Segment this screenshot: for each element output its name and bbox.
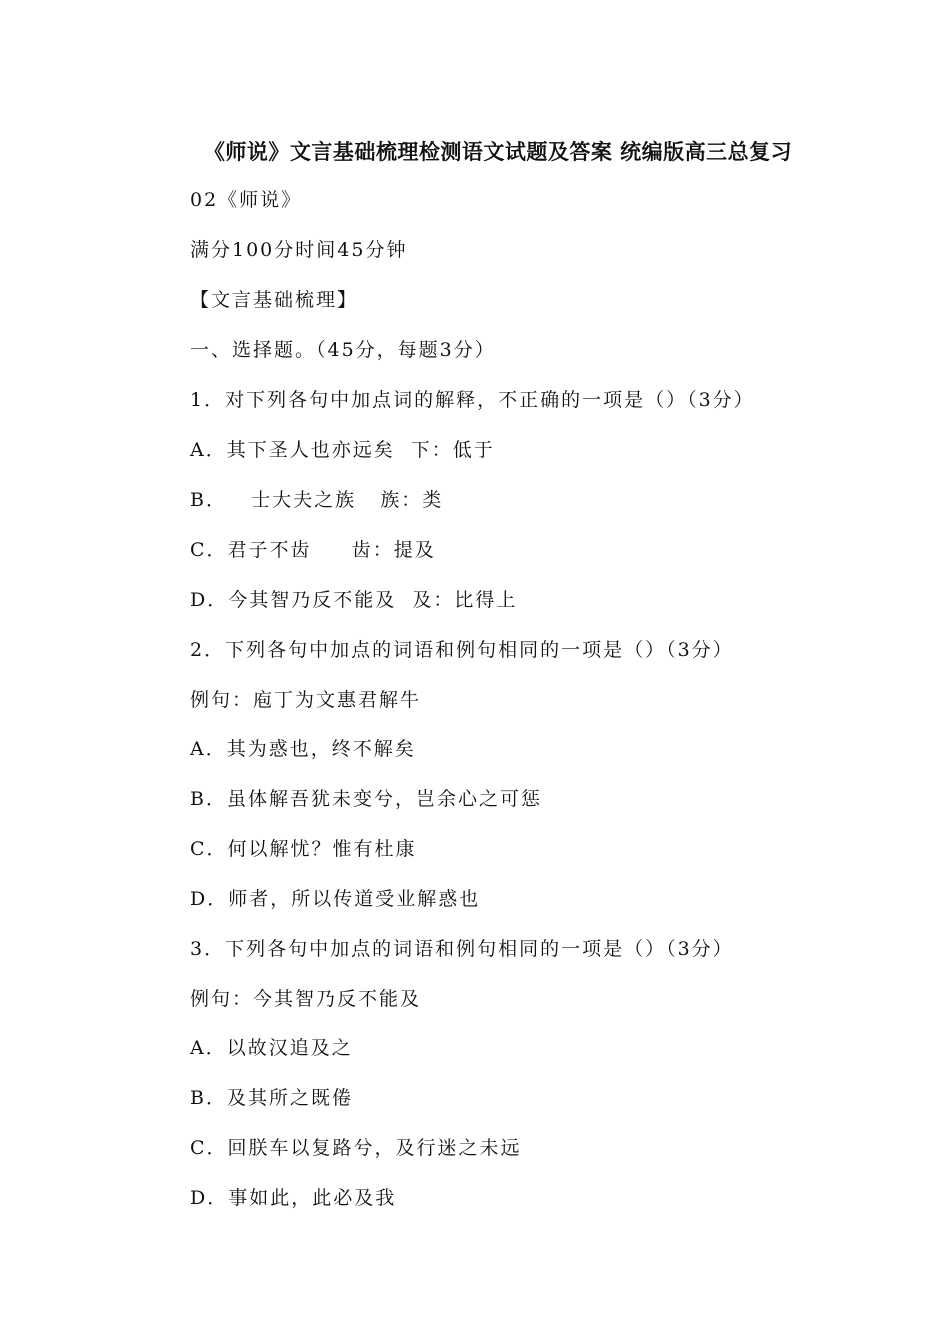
- question-2: 2．下列各句中加点的词语和例句相同的一项是（）（3分）: [190, 639, 734, 661]
- q2-example: 例句：庖丁为文惠君解牛: [190, 689, 422, 711]
- lesson-label: 02《师说》: [190, 189, 303, 211]
- q2-option-c: C．何以解忧？惟有杜康: [190, 838, 417, 860]
- q1-option-d: D．今其智乃反不能及 及：比得上: [190, 589, 518, 611]
- q2-option-a: A．其为惑也，终不解矣: [190, 738, 416, 760]
- q1-option-a: A．其下圣人也亦远矣 下：低于: [190, 439, 495, 461]
- q3-option-d: D．事如此，此必及我: [190, 1187, 397, 1209]
- score-time-info: 满分100分时间45分钟: [190, 239, 408, 261]
- q2-option-d: D．师者，所以传道受业解惑也: [190, 888, 481, 910]
- document-title: 《师说》文言基础梳理检测语文试题及答案 统编版高三总复习: [203, 140, 793, 164]
- part-heading: 一、选择题。（45分，每题3分）: [190, 339, 496, 361]
- q3-example: 例句：今其智乃反不能及: [190, 988, 422, 1010]
- q1-option-c: C．君子不齿 齿：提及: [190, 539, 436, 561]
- q1-option-b: B． 士大夫之族 族：类: [190, 489, 444, 511]
- question-3: 3．下列各句中加点的词语和例句相同的一项是（）（3分）: [190, 938, 734, 960]
- q2-option-b: B．虽体解吾犹未变兮，岂余心之可惩: [190, 788, 542, 810]
- question-1: 1．对下列各句中加点词的解释，不正确的一项是（）（3分）: [190, 389, 755, 411]
- q3-option-c: C．回朕车以复路兮，及行迷之未远: [190, 1137, 522, 1159]
- section-heading: 【文言基础梳理】: [190, 289, 359, 311]
- q3-option-a: A．以故汉追及之: [190, 1037, 353, 1059]
- q3-option-b: B．及其所之既倦: [190, 1087, 353, 1109]
